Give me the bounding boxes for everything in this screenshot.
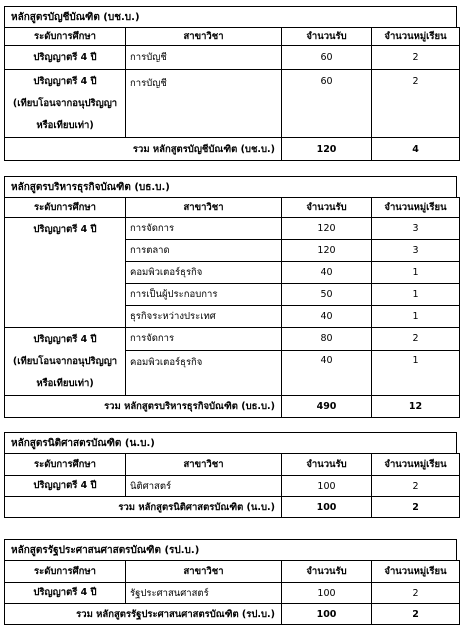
col-header-level: ระดับการศึกษา (5, 28, 126, 46)
public-admin-table (4, 560, 460, 625)
col-header-seats: จำนวนรับ (282, 561, 372, 583)
total-row (5, 604, 460, 625)
total-groups: 2 (372, 497, 460, 518)
total-label: รวม หลักสูตรนิติศาสตรบัณฑิต (น.บ.) (5, 497, 282, 518)
col-header-groups: จำนวนหมู่เรียน (372, 28, 460, 46)
groups-cell: 1 (372, 306, 460, 328)
groups-cell: 1 (372, 350, 460, 395)
col-header-level: ระดับการศึกษา (5, 454, 126, 476)
major-cell: การบัญชี (126, 46, 282, 70)
total-seats: 120 (282, 138, 372, 161)
level-line: (เทียบโอนจากอนุปริญญา (12, 98, 118, 109)
col-header-level: ระดับการศึกษา (5, 198, 126, 218)
col-header-seats: จำนวนรับ (282, 28, 372, 46)
table-row (5, 476, 460, 497)
total-seats: 100 (282, 604, 372, 625)
total-row (5, 497, 460, 518)
seats-cell: 60 (282, 46, 372, 70)
public-admin-program-title: หลักสูตรรัฐประศาสนศาสตรบัณฑิต (รป.บ.) (4, 539, 457, 561)
major-cell: ธุรกิจระหว่างประเทศ (126, 306, 282, 328)
major-cell: การตลาด (126, 240, 282, 262)
groups-cell: 2 (372, 46, 460, 70)
seats-cell: 60 (282, 70, 372, 138)
level-line: หรือเทียบเท่า) (36, 120, 94, 131)
seats-cell: 100 (282, 583, 372, 604)
level-cell (5, 328, 126, 396)
total-seats: 490 (282, 396, 372, 418)
table-row (5, 46, 460, 70)
table-row (5, 70, 460, 138)
major-cell: นิติศาสตร์ (126, 476, 282, 497)
level-cell (5, 70, 126, 138)
level-cell: ปริญญาตรี 4 ปี (5, 46, 126, 70)
total-groups: 4 (372, 138, 460, 161)
col-header-major: สาขาวิชา (126, 561, 282, 583)
level-cell: ปริญญาตรี 4 ปี (5, 218, 126, 328)
major-cell: การบัญชี (126, 70, 282, 138)
col-header-groups: จำนวนหมู่เรียน (372, 198, 460, 218)
groups-cell: 2 (372, 70, 460, 138)
col-header-major: สาขาวิชา (126, 454, 282, 476)
col-header-seats: จำนวนรับ (282, 454, 372, 476)
col-header-level: ระดับการศึกษา (5, 561, 126, 583)
seats-cell: 100 (282, 476, 372, 497)
major-cell: การจัดการ (126, 328, 282, 351)
groups-cell: 2 (372, 476, 460, 497)
total-groups: 12 (372, 396, 460, 418)
major-cell: การเป็นผู้ประกอบการ (126, 284, 282, 306)
seats-cell: 50 (282, 284, 372, 306)
total-seats: 100 (282, 497, 372, 518)
col-header-groups: จำนวนหมู่เรียน (372, 454, 460, 476)
business-table (4, 197, 460, 418)
total-row (5, 138, 460, 161)
seats-cell: 40 (282, 350, 372, 395)
level-line: ปริญญาตรี 4 ปี (33, 334, 97, 345)
table-row (5, 328, 460, 351)
groups-cell: 2 (372, 583, 460, 604)
level-line: หรือเทียบเท่า) (36, 378, 94, 389)
business-program-title: หลักสูตรบริหารธุรกิจบัณฑิต (บธ.บ.) (4, 176, 457, 198)
col-header-major: สาขาวิชา (126, 198, 282, 218)
accounting-program-title: หลักสูตรบัญชีบัณฑิต (บช.บ.) (4, 6, 457, 28)
groups-cell: 3 (372, 218, 460, 240)
col-header-seats: จำนวนรับ (282, 198, 372, 218)
law-program-title: หลักสูตรนิติศาสตรบัณฑิต (น.บ.) (4, 432, 457, 454)
groups-cell: 3 (372, 240, 460, 262)
seats-cell: 80 (282, 328, 372, 351)
accounting-table (4, 27, 460, 161)
table-row (5, 583, 460, 604)
level-cell: ปริญญาตรี 4 ปี (5, 476, 126, 497)
total-row (5, 396, 460, 418)
level-line: ปริญญาตรี 4 ปี (33, 76, 97, 87)
col-header-major: สาขาวิชา (126, 28, 282, 46)
total-label: รวม หลักสูตรรัฐประศาสนศาสตรบัณฑิต (รป.บ.) (5, 604, 282, 625)
major-cell: คอมพิวเตอร์ธุรกิจ (126, 350, 282, 395)
groups-cell: 1 (372, 262, 460, 284)
groups-cell: 1 (372, 284, 460, 306)
total-groups: 2 (372, 604, 460, 625)
level-cell: ปริญญาตรี 4 ปี (5, 583, 126, 604)
level-line: (เทียบโอนจากอนุปริญญา (12, 356, 118, 367)
seats-cell: 40 (282, 306, 372, 328)
col-header-groups: จำนวนหมู่เรียน (372, 561, 460, 583)
law-table (4, 453, 460, 518)
seats-cell: 120 (282, 240, 372, 262)
seats-cell: 40 (282, 262, 372, 284)
total-label: รวม หลักสูตรบัญชีบัณฑิต (บช.บ.) (5, 138, 282, 161)
table-row (5, 218, 460, 240)
total-label: รวม หลักสูตรบริหารธุรกิจบัณฑิต (บธ.บ.) (5, 396, 282, 418)
seats-cell: 120 (282, 218, 372, 240)
major-cell: คอมพิวเตอร์ธุรกิจ (126, 262, 282, 284)
major-cell: การจัดการ (126, 218, 282, 240)
major-cell: รัฐประศาสนศาสตร์ (126, 583, 282, 604)
groups-cell: 2 (372, 328, 460, 351)
